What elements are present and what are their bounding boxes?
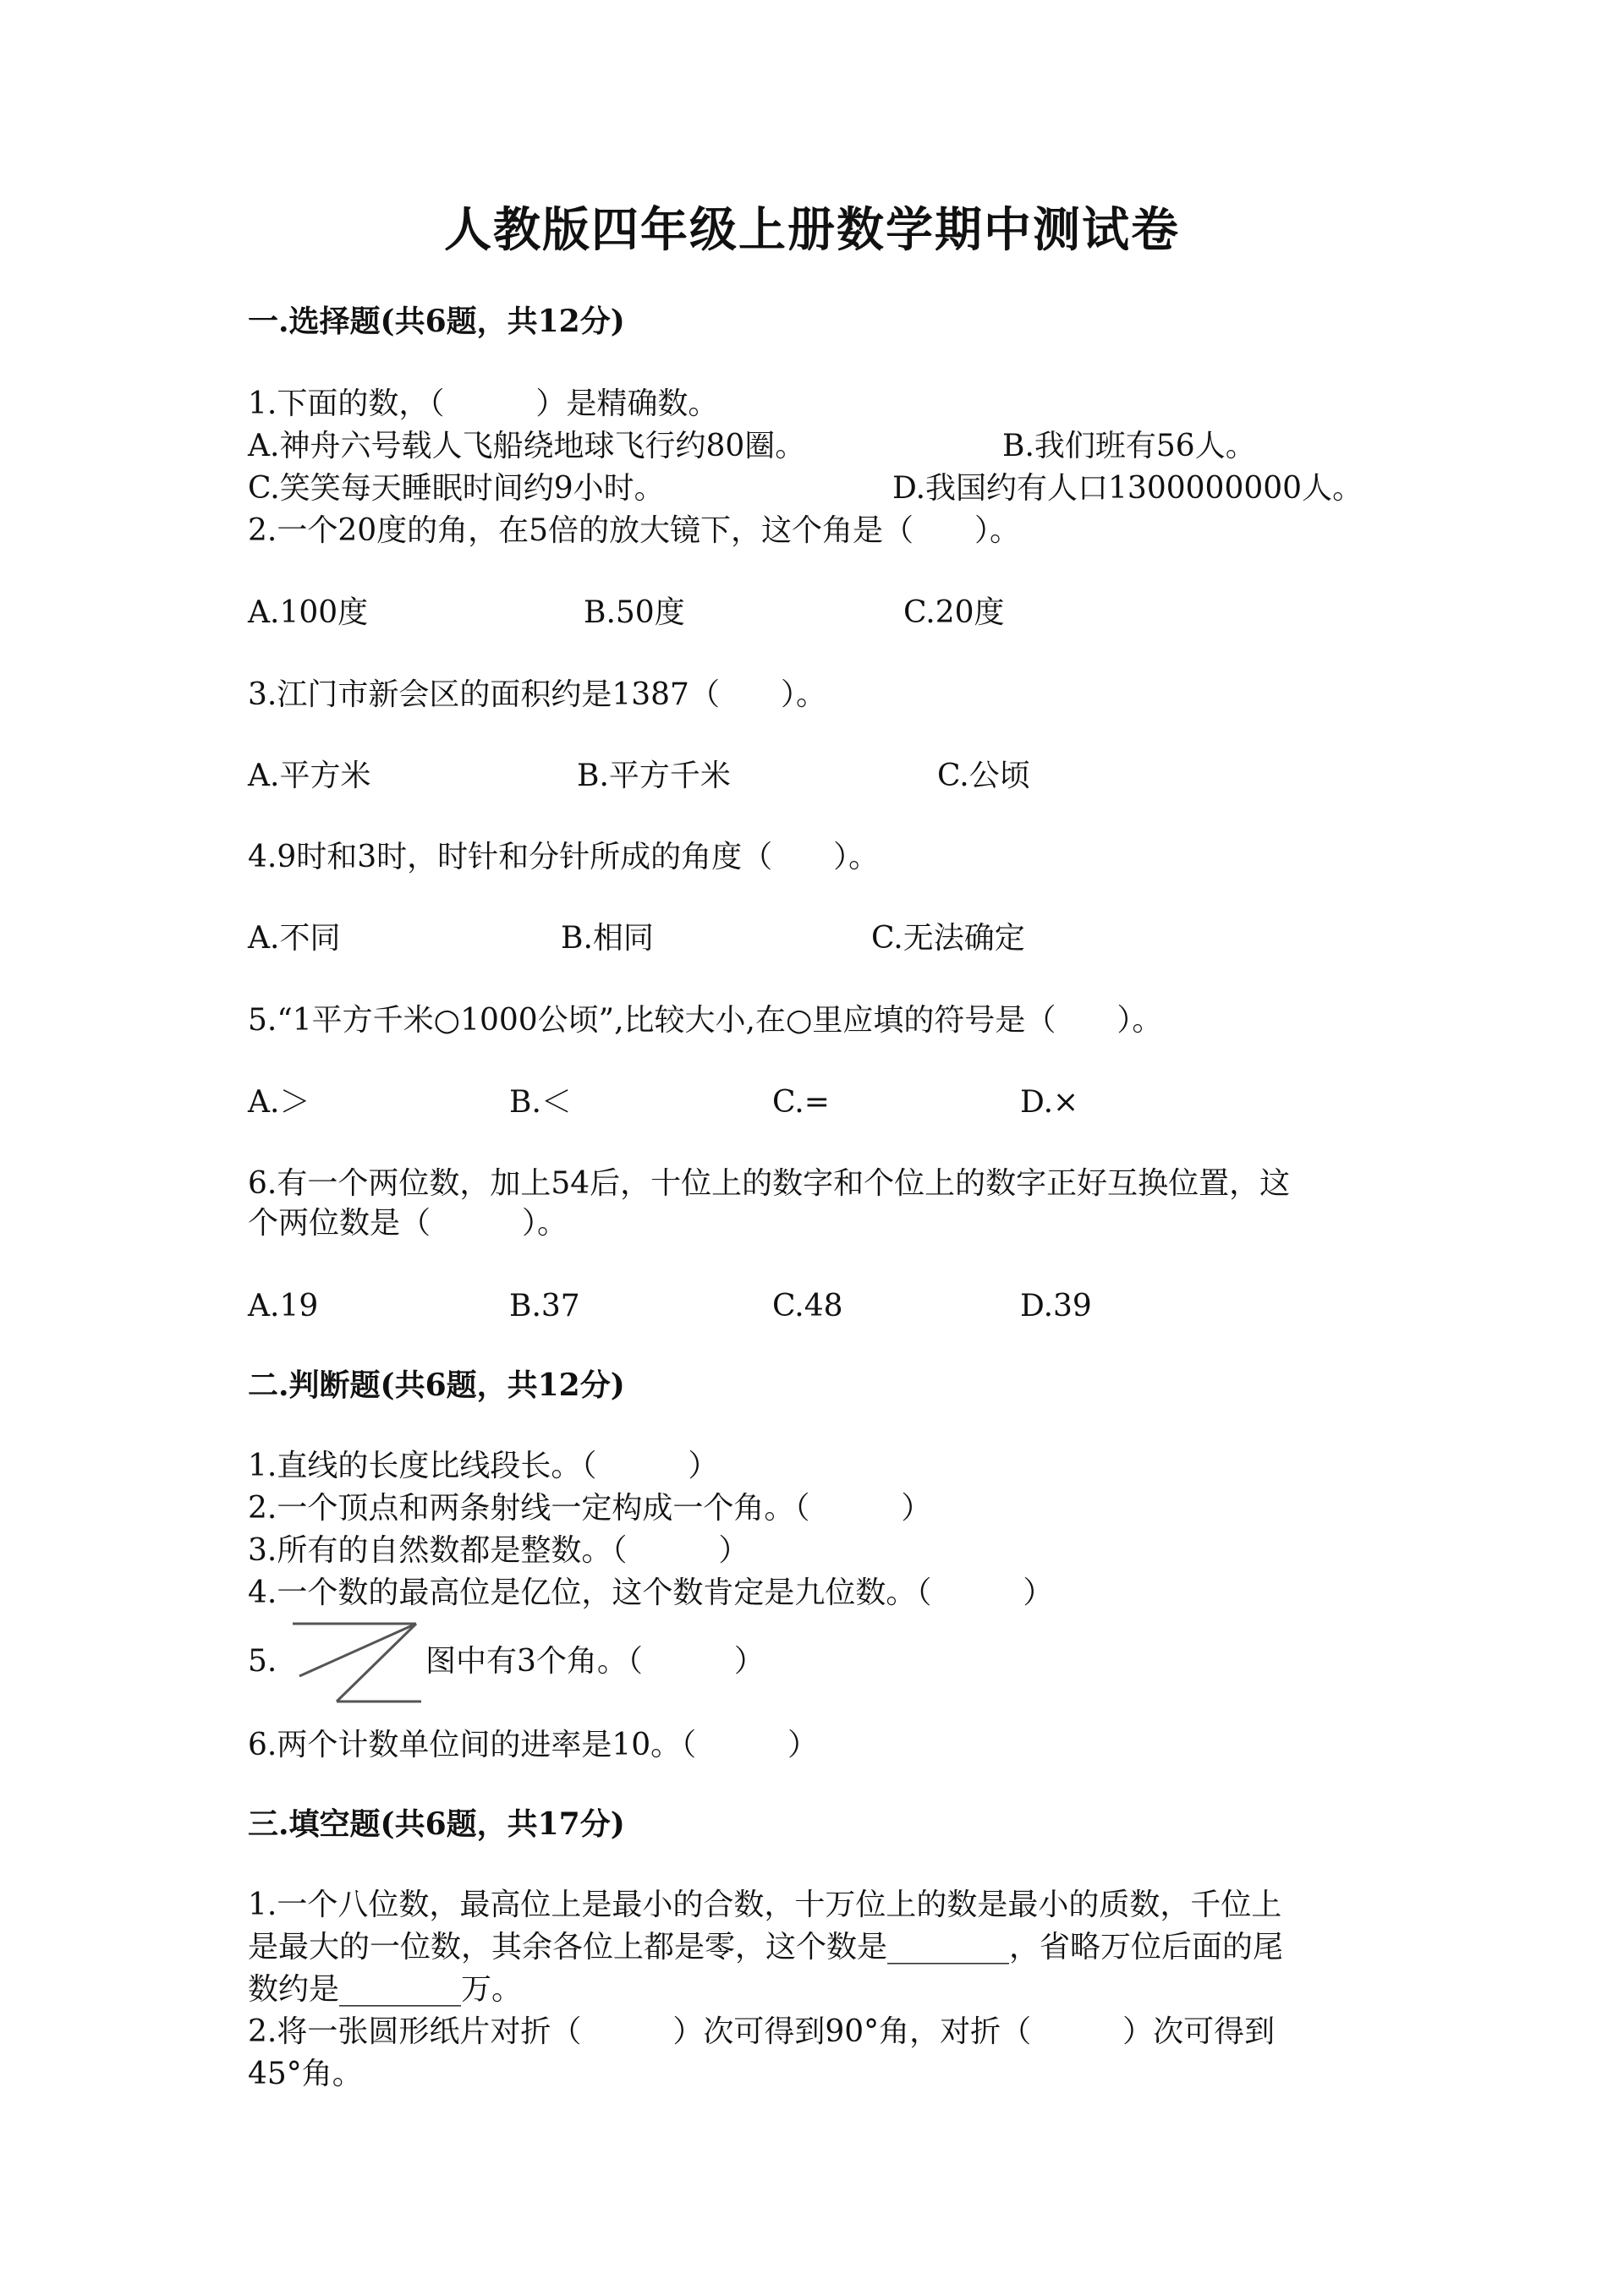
option-d: D.39 — [1020, 1289, 1092, 1323]
section-heading-judge: 二.判断题(共6题，共12分) — [248, 1367, 625, 1403]
option-c: C.= — [772, 1085, 830, 1120]
option-c: C.无法确定 — [871, 921, 1025, 956]
option-c: C.48 — [772, 1289, 843, 1323]
question-stem: 5.“1平方千米○1000公顷”,比较大小,在○里应填的符号是（ ）。 — [248, 1003, 1163, 1038]
option-d: D.我国约有人口1300000000人。 — [892, 471, 1363, 506]
option-b: B.平方千米 — [577, 759, 731, 793]
z-angle-figure — [286, 1617, 430, 1710]
option-b: B.50度 — [584, 595, 685, 630]
judge-item: 1.直线的长度比线段长。（ ） — [248, 1449, 719, 1483]
option-b: B.相同 — [561, 921, 654, 956]
fill-item: 2.将一张圆形纸片对折（ ）次可得到90°角，对折（ ）次可得到 — [248, 2014, 1276, 2049]
option-a: A.＞ — [248, 1085, 310, 1120]
question-stem: 4.9时和3时，时针和分针所成的角度（ ）。 — [248, 840, 880, 874]
option-b: B.我们班有56人。 — [1002, 429, 1256, 463]
fill-item-continued: 是最大的一位数，其余各位上都是零，这个数是________，省略万位后面的尾 — [248, 1930, 1284, 1964]
fill-item-continued: 45°角。 — [248, 2057, 363, 2091]
option-c: C.笑笑每天睡眠时间约9小时。 — [248, 471, 665, 506]
option-a: A.19 — [248, 1289, 319, 1323]
option-a: A.平方米 — [248, 759, 371, 793]
option-a: A.神舟六号载人飞船绕地球飞行约80圈。 — [248, 429, 806, 463]
option-d: D.× — [1020, 1085, 1079, 1120]
option-c: C.20度 — [903, 595, 1005, 630]
question-stem: 1.下面的数，（ ）是精确数。 — [248, 386, 719, 421]
section-heading-fill: 三.填空题(共6题，共17分) — [248, 1806, 625, 1842]
fill-item-continued: 数约是________万。 — [248, 1972, 523, 2007]
question-stem-continued: 个两位数是（ ）。 — [248, 1206, 568, 1241]
judge-item: 4.一个数的最高位是亿位，这个数肯定是九位数。（ ） — [248, 1575, 1054, 1610]
option-a: A.100度 — [248, 595, 369, 630]
judge-item: 3.所有的自然数都是整数。（ ） — [248, 1533, 749, 1568]
fill-item: 1.一个八位数，最高位上是最小的合数，十万位上的数是最小的质数，千位上 — [248, 1888, 1282, 1922]
question-stem: 6.有一个两位数，加上54后，十位上的数字和个位上的数字正好互换位置，这 — [248, 1166, 1291, 1201]
judge-item: 2.一个顶点和两条射线一定构成一个角。（ ） — [248, 1491, 932, 1526]
question-stem: 3.江门市新会区的面积约是1387（ ）。 — [248, 677, 826, 712]
judge-item: 6.两个计数单位间的进率是10。（ ） — [248, 1728, 819, 1762]
option-b: B.＜ — [509, 1085, 572, 1120]
judge-item-text: 图中有3个角。（ ） — [425, 1644, 765, 1679]
question-stem: 2.一个20度的角，在5倍的放大镜下，这个角是（ ）。 — [248, 513, 1021, 548]
judge-item-number: 5. — [248, 1644, 277, 1679]
page-title: 人教版四年级上册数学期中测试卷 — [444, 202, 1180, 258]
option-b: B.37 — [509, 1289, 580, 1323]
section-heading-choice: 一.选择题(共6题，共12分) — [248, 304, 625, 339]
option-a: A.不同 — [248, 921, 341, 956]
option-c: C.公顷 — [937, 759, 1030, 793]
